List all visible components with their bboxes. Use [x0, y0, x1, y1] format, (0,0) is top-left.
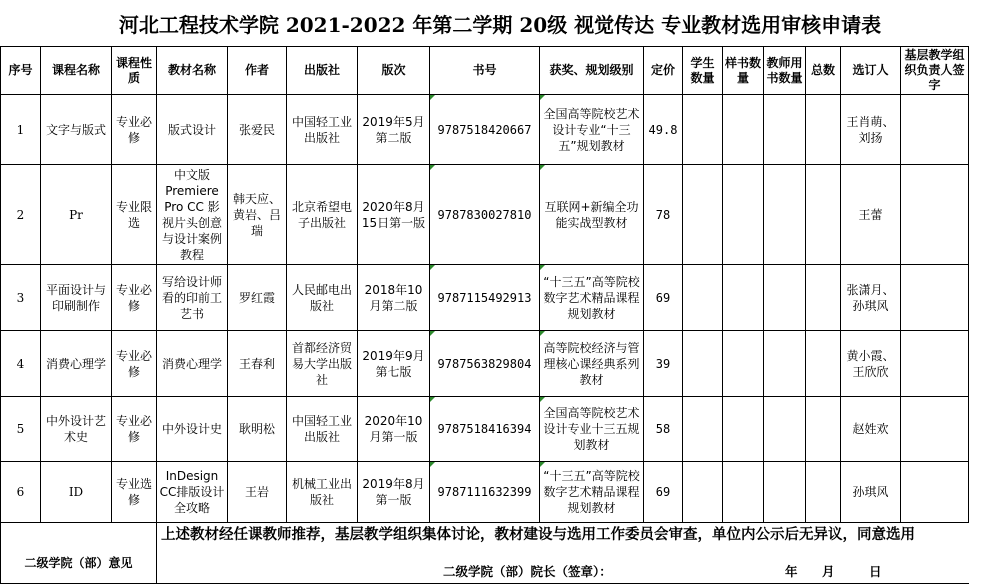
cell-sign[interactable] — [901, 462, 969, 523]
header-award-level: 获奖、规划级别 — [540, 47, 644, 95]
cell-seq[interactable]: 6 — [1, 462, 41, 523]
cell-sample-qty[interactable] — [723, 165, 764, 265]
header-course-name: 课程名称 — [41, 47, 112, 95]
cell-isbn[interactable]: 9787111632399 — [430, 462, 540, 523]
cell-award[interactable]: 全国高等院校艺术设计专业“十三五”规划教材 — [540, 95, 644, 165]
cell-textbook[interactable]: 版式设计 — [157, 95, 228, 165]
cell-author[interactable]: 张爱民 — [228, 95, 287, 165]
cell-award[interactable]: 全国高等院校艺术设计专业十三五规划教材 — [540, 397, 644, 462]
cell-award[interactable]: “十三五”高等院校数字艺术精品课程规划教材 — [540, 462, 644, 523]
cell-nature[interactable]: 专业必修 — [112, 95, 157, 165]
cell-teacher-qty[interactable] — [764, 397, 806, 462]
cell-award[interactable]: 高等院校经济与管理核心课经典系列教材 — [540, 331, 644, 397]
cell-selector[interactable]: 王蕾 — [841, 165, 901, 265]
cell-student-qty[interactable] — [683, 265, 723, 331]
cell-price[interactable]: 58 — [644, 397, 683, 462]
cell-publisher[interactable]: 中国轻工业出版社 — [287, 95, 358, 165]
cell-seq[interactable]: 5 — [1, 397, 41, 462]
cell-teacher-qty[interactable] — [764, 95, 806, 165]
cell-course[interactable]: 消费心理学 — [41, 331, 112, 397]
date-month-label: 月 — [822, 564, 835, 579]
cell-student-qty[interactable] — [683, 331, 723, 397]
footer-label: 二级学院（部）意见 — [1, 523, 157, 584]
cell-total[interactable] — [806, 397, 841, 462]
cell-edition[interactable]: 2019年8月第一版 — [358, 462, 430, 523]
cell-edition[interactable]: 2018年10月第二版 — [358, 265, 430, 331]
cell-publisher[interactable]: 中国轻工业出版社 — [287, 397, 358, 462]
cell-student-qty[interactable] — [683, 95, 723, 165]
cell-selector[interactable]: 张潇月、孙琪风 — [841, 265, 901, 331]
cell-sign[interactable] — [901, 165, 969, 265]
cell-teacher-qty[interactable] — [764, 331, 806, 397]
header-sample-qty: 样书数量 — [723, 47, 764, 95]
cell-seq[interactable]: 2 — [1, 165, 41, 265]
cell-author[interactable]: 韩天应、黄岩、吕瑞 — [228, 165, 287, 265]
header-textbook-name: 教材名称 — [157, 47, 228, 95]
cell-author[interactable]: 耿明松 — [228, 397, 287, 462]
cell-total[interactable] — [806, 331, 841, 397]
cell-teacher-qty[interactable] — [764, 462, 806, 523]
page-title: 河北工程技术学院 2021-2022 年第二学期 20级 视觉传达 专业教材选用审核申请表 — [118, 12, 882, 37]
cell-isbn[interactable]: 9787563829804 — [430, 331, 540, 397]
cell-edition[interactable]: 2020年10月第一版 — [358, 397, 430, 462]
cell-nature[interactable]: 专业必修 — [112, 265, 157, 331]
cell-edition[interactable]: 2019年5月第二版 — [358, 95, 430, 165]
cell-textbook[interactable]: 中外设计史 — [157, 397, 228, 462]
cell-selector[interactable]: 孙琪风 — [841, 462, 901, 523]
cell-publisher[interactable]: 人民邮电出版社 — [287, 265, 358, 331]
date-year-label: 年 — [785, 564, 798, 579]
header-org-leader-sign: 基层教学组织负责人签字 — [901, 47, 969, 95]
cell-isbn[interactable]: 9787518416394 — [430, 397, 540, 462]
cell-selector[interactable]: 黄小霞、王欣欣 — [841, 331, 901, 397]
cell-textbook[interactable]: 写给设计师看的印前工艺书 — [157, 265, 228, 331]
cell-seq[interactable]: 4 — [1, 331, 41, 397]
table-row — [1, 397, 969, 462]
cell-price[interactable]: 78 — [644, 165, 683, 265]
cell-course[interactable]: ID — [41, 462, 112, 523]
cell-course[interactable]: 中外设计艺术史 — [41, 397, 112, 462]
cell-nature[interactable]: 专业选修 — [112, 462, 157, 523]
cell-price[interactable]: 49.8 — [644, 95, 683, 165]
cell-sample-qty[interactable] — [723, 397, 764, 462]
header-selector: 选订人 — [841, 47, 901, 95]
cell-price[interactable]: 69 — [644, 265, 683, 331]
approval-note: 上述教材经任课教师推荐，基层教学组织集体讨论，教材建设与选用工作委员会审查，单位内公示后无异议，同意选用 — [161, 526, 915, 543]
cell-price[interactable]: 69 — [644, 462, 683, 523]
cell-publisher[interactable]: 北京希望电子出版社 — [287, 165, 358, 265]
table-row — [1, 462, 969, 523]
cell-isbn[interactable]: 9787518420667 — [430, 95, 540, 165]
cell-nature[interactable]: 专业必修 — [112, 331, 157, 397]
header-course-nature: 课程性质 — [112, 47, 157, 95]
header-author: 作者 — [228, 47, 287, 95]
date-day-label: 日 — [869, 564, 882, 579]
header-student-qty: 学生数量 — [683, 47, 723, 95]
cell-author[interactable]: 王岩 — [228, 462, 287, 523]
cell-award[interactable]: 互联网+新编全功能实战型教材 — [540, 165, 644, 265]
cell-textbook[interactable]: InDesign CC排版设计全攻略 — [157, 462, 228, 523]
cell-publisher[interactable]: 首都经济贸易大学出版社 — [287, 331, 358, 397]
cell-course[interactable]: 文字与版式 — [41, 95, 112, 165]
cell-award[interactable]: “十三五”高等院校数字艺术精品课程规划教材 — [540, 265, 644, 331]
header-total: 总数 — [806, 47, 841, 95]
cell-sign[interactable] — [901, 397, 969, 462]
header-edition: 版次 — [358, 47, 430, 95]
cell-student-qty[interactable] — [683, 165, 723, 265]
cell-course[interactable]: Pr — [41, 165, 112, 265]
cell-textbook[interactable]: 中文版Premiere Pro CC 影视片头创意与设计案例教程 — [157, 165, 228, 265]
table-row — [1, 331, 969, 397]
header-seq: 序号 — [1, 47, 41, 95]
textbook-review-table — [0, 46, 969, 584]
table-row — [1, 265, 969, 331]
cell-course[interactable]: 平面设计与印刷制作 — [41, 265, 112, 331]
cell-author[interactable]: 王春利 — [228, 331, 287, 397]
cell-selector[interactable]: 赵姓欢 — [841, 397, 901, 462]
cell-total[interactable] — [806, 95, 841, 165]
cell-publisher[interactable]: 机械工业出版社 — [287, 462, 358, 523]
cell-student-qty[interactable] — [683, 462, 723, 523]
cell-total[interactable] — [806, 462, 841, 523]
cell-sign[interactable] — [901, 265, 969, 331]
cell-sample-qty[interactable] — [723, 331, 764, 397]
cell-edition[interactable]: 2020年8月15日第一版 — [358, 165, 430, 265]
header-isbn: 书号 — [430, 47, 540, 95]
header-teacher-qty: 教师用书数量 — [764, 47, 806, 95]
table-row — [1, 95, 969, 165]
cell-sign[interactable] — [901, 95, 969, 165]
header-publisher: 出版社 — [287, 47, 358, 95]
cell-total[interactable] — [806, 265, 841, 331]
cell-sign[interactable] — [901, 331, 969, 397]
table-header-row — [1, 47, 969, 95]
cell-seq[interactable]: 3 — [1, 265, 41, 331]
dean-signature-label: 二级学院（部）院长（签章）： — [443, 564, 612, 579]
cell-author[interactable]: 罗红霞 — [228, 265, 287, 331]
cell-teacher-qty[interactable] — [764, 265, 806, 331]
header-price: 定价 — [644, 47, 683, 95]
cell-sample-qty[interactable] — [723, 462, 764, 523]
cell-seq[interactable]: 1 — [1, 95, 41, 165]
cell-sample-qty[interactable] — [723, 265, 764, 331]
cell-nature[interactable]: 专业必修 — [112, 397, 157, 462]
cell-edition[interactable]: 2019年9月第七版 — [358, 331, 430, 397]
cell-price[interactable]: 39 — [644, 331, 683, 397]
cell-total[interactable] — [806, 165, 841, 265]
cell-student-qty[interactable] — [683, 397, 723, 462]
cell-nature[interactable]: 专业限选 — [112, 165, 157, 265]
cell-teacher-qty[interactable] — [764, 165, 806, 265]
table-row — [1, 165, 969, 265]
cell-selector[interactable]: 王肖萌、刘扬 — [841, 95, 901, 165]
cell-isbn[interactable]: 9787115492913 — [430, 265, 540, 331]
cell-textbook[interactable]: 消费心理学 — [157, 331, 228, 397]
cell-sample-qty[interactable] — [723, 95, 764, 165]
cell-isbn[interactable]: 9787830027810 — [430, 165, 540, 265]
